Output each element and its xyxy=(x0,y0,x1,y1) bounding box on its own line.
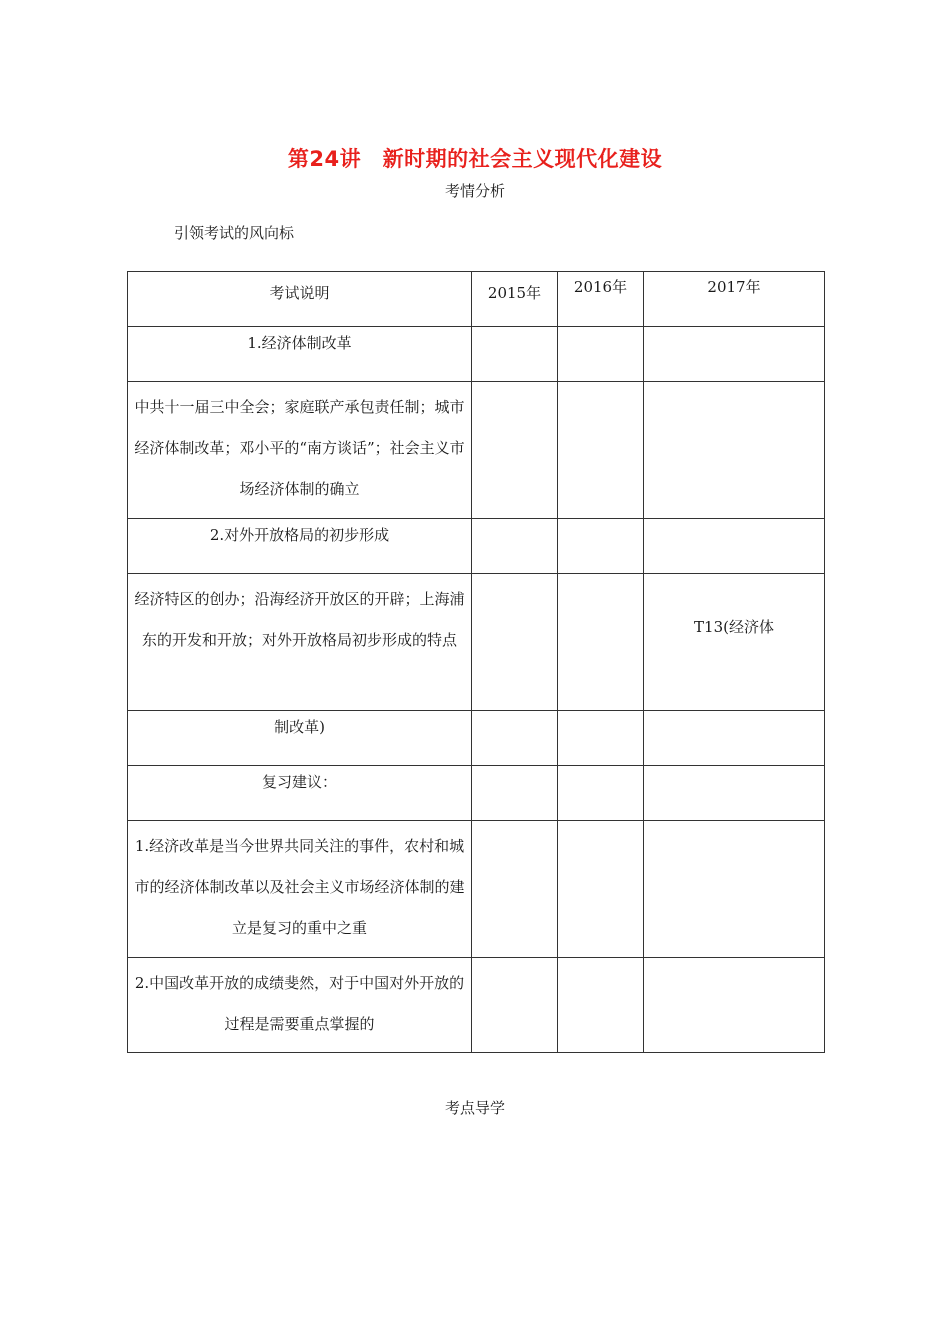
table-row xyxy=(128,382,825,519)
table-cell: 1.经济体制改革 xyxy=(128,327,472,382)
header-cell: 考试说明 xyxy=(128,272,472,327)
table-cell: 1.经济改革是当今世界共同关注的事件，农村和城市的经济体制改革以及社会主义市场经济体制的建立是复习的重中之重 xyxy=(128,821,472,958)
exam-table xyxy=(127,271,825,1053)
table-header-row xyxy=(128,272,825,327)
table-cell: 复习建议： xyxy=(128,766,472,821)
table-cell: 经济特区的创办；沿海经济开放区的开辟；上海浦东的开发和开放；对外开放格局初步形成的特点 xyxy=(128,574,472,711)
table-cell: 制改革) xyxy=(128,711,472,766)
table-row xyxy=(128,327,825,382)
table-cell: 2.中国改革开放的成绩斐然，对于中国对外开放的过程是需要重点掌握的 xyxy=(128,958,472,1053)
header-cell: 2017年 xyxy=(644,272,825,327)
table-row xyxy=(128,958,825,1053)
section-footer: 考点导学 xyxy=(444,1099,505,1117)
table-cell-2017: T13(经济体 xyxy=(644,574,825,711)
table-row xyxy=(128,821,825,958)
header-cell: 2015年 xyxy=(472,272,558,327)
table-cell: 2.对外开放格局的初步形成 xyxy=(128,519,472,574)
table-row xyxy=(128,711,825,766)
page-title: 第24讲 新时期的社会主义现代化建设 xyxy=(287,147,663,171)
section-subtitle: 考情分析 xyxy=(444,182,505,200)
lead-text: 引领考试的风向标 xyxy=(174,224,295,242)
header-cell: 2016年 xyxy=(558,272,644,327)
table-cell: 中共十一届三中全会；家庭联产承包责任制；城市经济体制改革；邓小平的“南方谈话”；社会主义市场经济体制的确立 xyxy=(128,382,472,519)
table-row xyxy=(128,574,825,711)
table-row xyxy=(128,519,825,574)
table-row xyxy=(128,766,825,821)
